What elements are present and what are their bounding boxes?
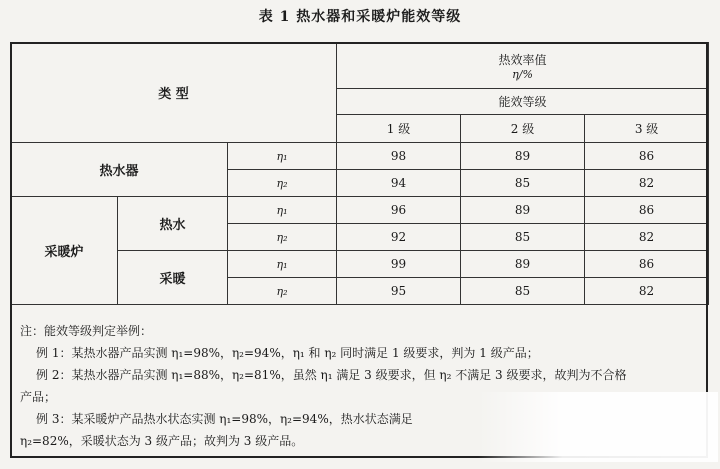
value-cell: 98	[337, 143, 461, 170]
eta-label: η₂	[228, 224, 337, 251]
watermark-overlay	[478, 392, 718, 462]
note-example-3: 例 3：某采暖炉产品热水状态实测 η₁=98%，η₂=94%，热水状态满足	[36, 412, 413, 426]
category-water-heater: 热水器	[11, 143, 228, 197]
eta-label: η₁	[228, 197, 337, 224]
eta-label: η₁	[228, 143, 337, 170]
value-cell: 89	[461, 197, 585, 224]
value-cell: 86	[585, 251, 709, 278]
note-example-2-cont: 产品；	[20, 390, 57, 404]
notes-heading: 注：能效等级判定举例：	[20, 324, 153, 338]
value-cell: 92	[337, 224, 461, 251]
type-header: 类 型	[11, 43, 337, 143]
grade-header: 能效等级	[337, 89, 709, 115]
grade-2-header: 2 级	[461, 115, 585, 143]
note-example-3-cont: η₂=82%，采暖状态为 3 级产品；故判为 3 级产品。	[20, 434, 304, 448]
value-cell: 95	[337, 278, 461, 305]
eta-label: η₁	[228, 251, 337, 278]
value-cell: 85	[461, 278, 585, 305]
value-cell: 94	[337, 170, 461, 197]
value-cell: 86	[585, 197, 709, 224]
value-cell: 85	[461, 224, 585, 251]
category-boiler: 采暖炉	[11, 197, 118, 305]
grade-3-header: 3 级	[585, 115, 709, 143]
table-title: 表 1 热水器和采暖炉能效等级	[258, 9, 462, 25]
value-cell: 82	[585, 224, 709, 251]
subcategory-heating: 采暖	[118, 251, 228, 305]
value-cell: 96	[337, 197, 461, 224]
subcategory-hot-water: 热水	[118, 197, 228, 251]
value-cell: 89	[461, 251, 585, 278]
value-cell: 82	[585, 170, 709, 197]
eta-label: η₂	[228, 278, 337, 305]
value-cell: 89	[461, 143, 585, 170]
efficiency-unit: η/%	[512, 67, 533, 81]
grade-1-header: 1 级	[337, 115, 461, 143]
value-cell: 82	[585, 278, 709, 305]
value-cell: 85	[461, 170, 585, 197]
note-example-1: 例 1：某热水器产品实测 η₁=98%，η₂=94%，η₁ 和 η₂ 同时满足 1 级要求，判为 1 级产品；	[36, 346, 539, 360]
value-cell: 86	[585, 143, 709, 170]
efficiency-title: 热效率值	[498, 52, 547, 67]
value-cell: 99	[337, 251, 461, 278]
eta-label: η₂	[228, 170, 337, 197]
note-example-2: 例 2：某热水器产品实测 η₁=88%，η₂=81%，虽然 η₁ 满足 3 级要求，但 η₂ 不满足 3 级要求，故判为不合格	[36, 368, 627, 382]
